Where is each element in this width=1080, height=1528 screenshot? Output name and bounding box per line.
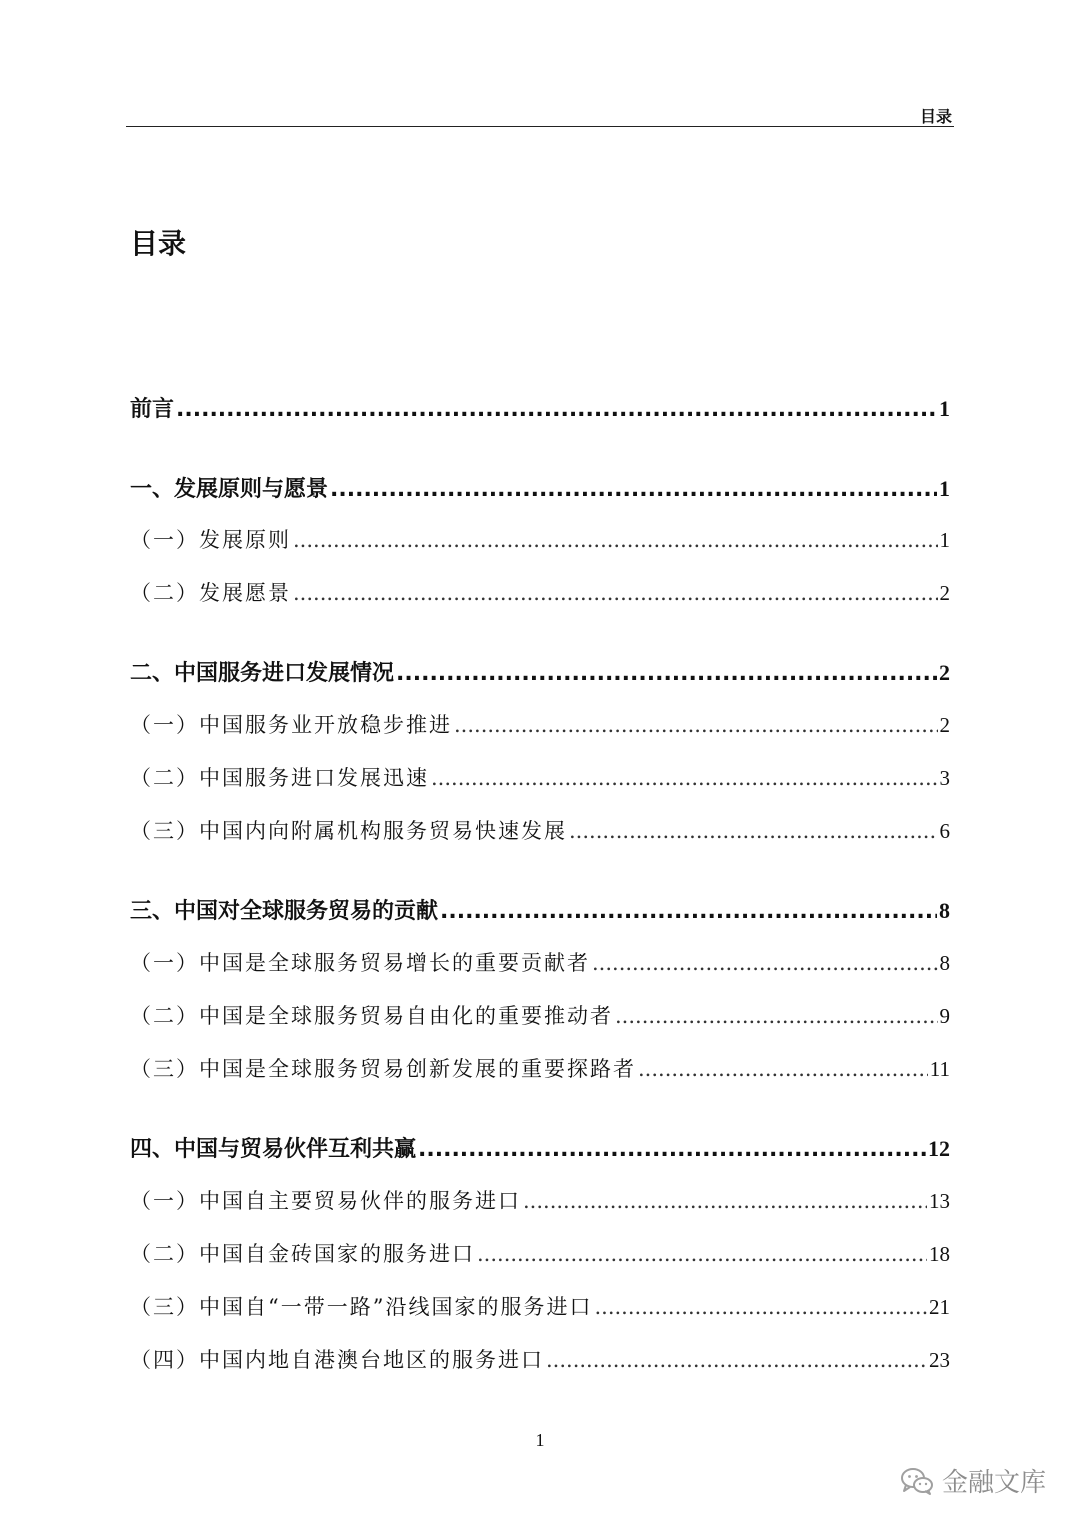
toc-subsection-entry[interactable] <box>130 1238 950 1268</box>
toc-entry-label: （一）发展原则 <box>130 528 291 552</box>
toc-section-entry[interactable] <box>130 392 950 423</box>
toc-entry-page: 8 <box>939 951 950 975</box>
toc-entry-label: （二）中国服务进口发展迅速 <box>130 766 429 790</box>
page-number: 1 <box>535 1430 545 1450</box>
toc-entry-page: 1 <box>939 476 950 501</box>
toc-dot-leader <box>293 528 938 552</box>
toc-dot-leader <box>418 1137 926 1162</box>
toc-dot-leader <box>454 713 938 737</box>
watermark-text: 金融文库 <box>941 1468 1046 1498</box>
toc-entry-label: 四、中国与贸易伙伴互利共赢 <box>130 1137 417 1162</box>
toc-entry-label: （一）中国自主要贸易伙伴的服务进口 <box>130 1189 521 1213</box>
toc-subsection-entry[interactable] <box>130 1000 950 1030</box>
toc-dot-leader <box>396 661 937 686</box>
toc-entry-label: （二）中国是全球服务贸易自由化的重要推动者 <box>130 1004 613 1028</box>
toc-entry-page: 18 <box>929 1242 950 1266</box>
toc-entry-page: 9 <box>939 1004 950 1028</box>
toc-subsection-entry[interactable] <box>130 1185 950 1215</box>
toc-entry-page: 3 <box>939 766 950 790</box>
toc-subsection-entry[interactable] <box>130 762 950 792</box>
toc-entry-page: 8 <box>939 898 950 923</box>
toc-entry-page: 13 <box>929 1189 950 1213</box>
toc-subsection-entry[interactable] <box>130 1291 950 1321</box>
toc-entry-label: （三）中国内向附属机构服务贸易快速发展 <box>130 819 567 843</box>
toc-dot-leader <box>638 1057 928 1081</box>
toc-dot-leader <box>440 899 937 924</box>
toc-subsection-entry[interactable] <box>130 1053 950 1083</box>
toc-dot-leader <box>293 581 938 605</box>
toc-dot-leader <box>431 766 938 790</box>
toc-dot-leader <box>546 1348 927 1372</box>
toc-subsection-entry[interactable] <box>130 947 950 977</box>
page-title: 目录 <box>130 227 187 260</box>
toc-entry-page: 11 <box>929 1057 950 1081</box>
toc-dot-leader <box>176 397 937 422</box>
toc-dot-leader <box>615 1004 938 1028</box>
toc-entry-label: 二、中国服务进口发展情况 <box>130 661 395 686</box>
toc-section-entry[interactable] <box>130 894 950 925</box>
toc-entry-page: 6 <box>939 819 950 843</box>
toc-entry-page: 1 <box>939 396 950 421</box>
header-rule <box>126 126 954 127</box>
toc-dot-leader <box>592 951 938 975</box>
toc-entry-page: 23 <box>929 1348 950 1372</box>
watermark <box>900 1462 1046 1499</box>
toc-entry-label: （一）中国服务业开放稳步推进 <box>130 713 452 737</box>
toc-dot-leader <box>594 1295 927 1319</box>
toc-entry-label: 一、发展原则与愿景 <box>130 477 329 502</box>
toc-entry-label: （四）中国内地自港澳台地区的服务进口 <box>130 1348 544 1372</box>
toc-entry-page: 2 <box>939 660 950 685</box>
toc-entry-page: 2 <box>939 713 950 737</box>
toc-entry-label: （二）中国自金砖国家的服务进口 <box>130 1242 475 1266</box>
wechat-icon <box>900 1466 934 1496</box>
toc-entry-label: （一）中国是全球服务贸易增长的重要贡献者 <box>130 951 590 975</box>
toc-entry-page: 2 <box>939 581 950 605</box>
toc-entry-label: 前言 <box>130 397 175 422</box>
toc-section-entry[interactable] <box>130 656 950 687</box>
toc-entry-label: （三）中国是全球服务贸易创新发展的重要探路者 <box>130 1057 636 1081</box>
toc-subsection-entry[interactable] <box>130 1344 950 1374</box>
toc-section-entry[interactable] <box>130 1132 950 1163</box>
toc-subsection-entry[interactable] <box>130 524 950 554</box>
toc-subsection-entry[interactable] <box>130 815 950 845</box>
running-header: 目录 <box>919 107 952 126</box>
toc-dot-leader <box>477 1242 927 1266</box>
toc-entry-page: 12 <box>928 1136 950 1161</box>
toc-dot-leader <box>523 1189 927 1213</box>
toc-subsection-entry[interactable] <box>130 709 950 739</box>
toc-entry-page: 21 <box>929 1295 950 1319</box>
toc-dot-leader <box>330 477 937 502</box>
toc-entry-label: 三、中国对全球服务贸易的贡献 <box>130 899 439 924</box>
toc-subsection-entry[interactable] <box>130 577 950 607</box>
toc-entry-label: （二）发展愿景 <box>130 581 291 605</box>
toc-section-entry[interactable] <box>130 472 950 503</box>
toc-entry-page: 1 <box>939 528 950 552</box>
toc-entry-label: （三）中国自“一带一路”沿线国家的服务进口 <box>130 1295 593 1319</box>
toc-dot-leader <box>569 819 938 843</box>
